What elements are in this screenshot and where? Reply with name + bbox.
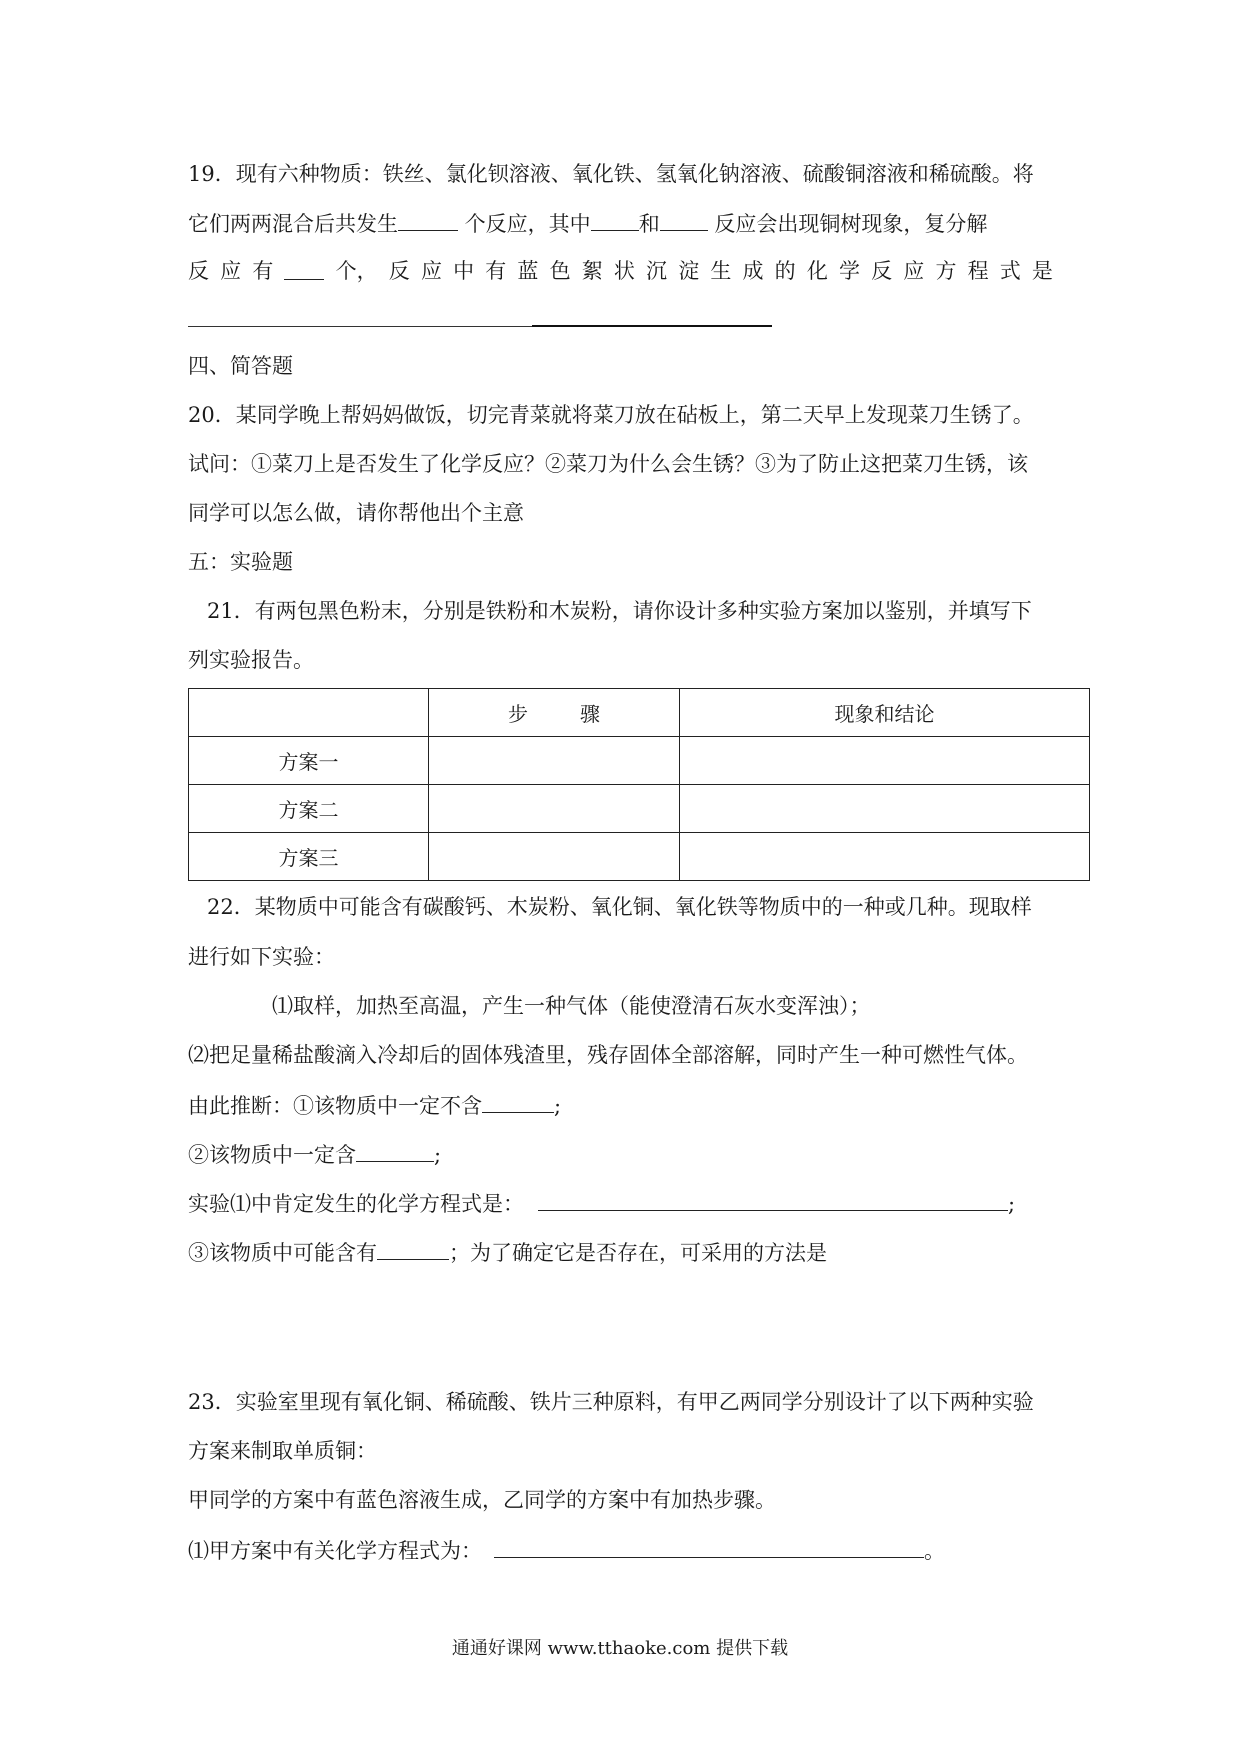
q19-line-2 xyxy=(188,212,987,235)
q19-char: 个， xyxy=(335,259,378,283)
q19-char: 絮 xyxy=(581,259,603,283)
q19-char: 化 xyxy=(806,259,828,283)
table-row-label: 方案二 xyxy=(189,785,429,833)
q19-char: 程 xyxy=(967,259,989,283)
q19-blank-reactant-1[interactable] xyxy=(591,212,639,231)
q19-line-3 xyxy=(188,261,1053,282)
table-header-result: 现象和结论 xyxy=(680,689,1090,737)
q23-line-4 xyxy=(188,1539,945,1562)
q19-line-1: 19．现有六种物质：铁丝、氯化钡溶液、氧化铁、氢氧化钠溶液、硫酸铜溶液和稀硫酸。将 xyxy=(188,162,1034,186)
q19-char: 方 xyxy=(935,259,957,283)
q19-char: 应 xyxy=(420,259,442,283)
table-row-label: 方案一 xyxy=(189,737,429,785)
q19-blank-reactant-2[interactable] xyxy=(660,212,708,231)
q23-line-2: 方案来制取单质铜： xyxy=(188,1439,377,1463)
q19-char: 反 xyxy=(188,259,209,283)
q19-char: 生 xyxy=(710,259,732,283)
q22-line-6 xyxy=(188,1143,441,1166)
page-footer: 通通好课网 www.tthaoke.com 提供下载 xyxy=(451,1638,789,1659)
q22-blank-possible[interactable] xyxy=(377,1241,449,1260)
q22-blank-not-contained[interactable] xyxy=(482,1094,554,1113)
q19-text-c: 和 xyxy=(638,212,660,236)
q22-text-b: ；为了确定它是否存在，可采用的方法是 xyxy=(449,1241,827,1265)
table-cell-result[interactable] xyxy=(680,785,1090,833)
q19-char: 式 xyxy=(999,259,1021,283)
q19-answer-line-right[interactable] xyxy=(532,325,772,327)
table-header-row xyxy=(189,689,1090,737)
q22-text-b: ; xyxy=(434,1143,442,1167)
q23-text-b: 。 xyxy=(924,1539,945,1563)
table-row xyxy=(189,833,1090,881)
q22-line-5 xyxy=(188,1094,561,1117)
experiment-report-table xyxy=(188,688,1090,881)
table-row-label: 方案三 xyxy=(189,833,429,881)
q19-text-d: 反应会出现铜树现象，复分解 xyxy=(707,212,988,236)
q19-char: 是 xyxy=(1031,259,1053,283)
table-cell-steps[interactable] xyxy=(429,737,680,785)
q19-char: 成 xyxy=(742,259,764,283)
q19-char: 的 xyxy=(774,259,796,283)
q22-text-a: 由此推断：①该物质中一定不含 xyxy=(188,1094,482,1118)
table-row xyxy=(189,737,1090,785)
q19-char: 中 xyxy=(453,259,475,283)
q22-text-a: ②该物质中一定含 xyxy=(188,1143,356,1167)
q23-line-3: 甲同学的方案中有蓝色溶液生成，乙同学的方案中有加热步骤。 xyxy=(188,1488,776,1512)
q20-line-3: 同学可以怎么做，请你帮他出个主意 xyxy=(188,501,524,525)
q22-text-b: ; xyxy=(554,1094,562,1118)
q19-blank-double-decomposition-count[interactable] xyxy=(284,261,324,280)
q21-line-2: 列实验报告。 xyxy=(188,648,314,672)
q22-line-7 xyxy=(188,1192,1015,1215)
q19-char: 淀 xyxy=(678,259,700,283)
q19-char: 沉 xyxy=(646,259,668,283)
q22-line-8 xyxy=(188,1241,827,1264)
q19-char: 应 xyxy=(903,259,925,283)
q19-char: 蓝 xyxy=(517,259,539,283)
q21-line-1: 21．有两包黑色粉末，分别是铁粉和木炭粉，请你设计多种实验方案加以鉴别，并填写下 xyxy=(207,599,1032,623)
q22-blank-equation[interactable] xyxy=(538,1192,1008,1211)
q22-line-4: ⑵把足量稀盐酸滴入冷却后的固体残渣里，残存固体全部溶解，同时产生一种可燃性气体。 xyxy=(188,1043,1028,1067)
q19-char: 有 xyxy=(252,259,274,283)
q19-char: 应 xyxy=(220,259,242,283)
q19-text-b: 个反应，其中 xyxy=(458,212,591,236)
q19-char: 反 xyxy=(388,259,410,283)
section-4-heading: 四、简答题 xyxy=(188,354,293,378)
q23-blank-equation[interactable] xyxy=(494,1539,924,1558)
q22-text-a: ③该物质中可能含有 xyxy=(188,1241,377,1265)
q22-blank-contained[interactable] xyxy=(356,1143,434,1162)
q22-line-2: 进行如下实验： xyxy=(188,945,335,969)
q19-answer-line-left[interactable] xyxy=(188,326,532,327)
q20-line-2: 试问：①菜刀上是否发生了化学反应？②菜刀为什么会生锈？③为了防止这把菜刀生锈，该 xyxy=(188,452,1028,476)
q23-text-a: ⑴甲方案中有关化学方程式为： xyxy=(188,1539,482,1563)
q19-char: 状 xyxy=(613,259,635,283)
q23-line-1: 23．实验室里现有氧化铜、稀硫酸、铁片三种原料，有甲乙两同学分别设计了以下两种实验 xyxy=(188,1390,1034,1414)
q19-char: 色 xyxy=(549,259,571,283)
table-header-empty xyxy=(189,689,429,737)
q19-blank-reaction-count[interactable] xyxy=(398,212,458,231)
q20-line-1: 20．某同学晚上帮妈妈做饭，切完青菜就将菜刀放在砧板上，第二天早上发现菜刀生锈了。 xyxy=(188,403,1034,427)
q22-text-a: 实验⑴中肯定发生的化学方程式是： xyxy=(188,1192,524,1216)
q22-text-b: ; xyxy=(1008,1192,1016,1216)
q19-char: 反 xyxy=(871,259,893,283)
table-header-steps: 步骤 xyxy=(429,689,680,737)
table-cell-result[interactable] xyxy=(680,737,1090,785)
q22-line-3: ⑴取样，加热至高温，产生一种气体（能使澄清石灰水变浑浊）； xyxy=(272,994,871,1018)
q22-line-1: 22．某物质中可能含有碳酸钙、木炭粉、氧化铜、氧化铁等物质中的一种或几种。现取样 xyxy=(207,895,1032,919)
q19-char: 学 xyxy=(838,259,860,283)
table-cell-result[interactable] xyxy=(680,833,1090,881)
table-cell-steps[interactable] xyxy=(429,833,680,881)
section-5-heading: 五：实验题 xyxy=(188,550,293,574)
table-row xyxy=(189,785,1090,833)
q19-text-a: 它们两两混合后共发生 xyxy=(188,212,398,236)
q19-char: 有 xyxy=(485,259,507,283)
table-cell-steps[interactable] xyxy=(429,785,680,833)
